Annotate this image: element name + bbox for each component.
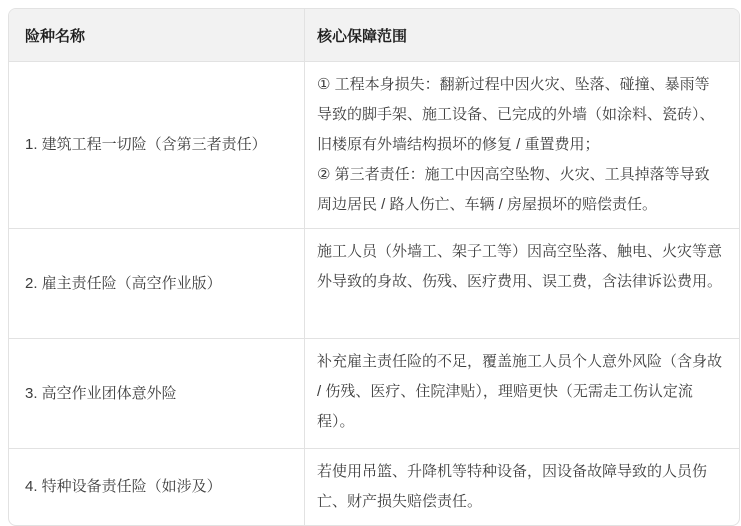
insurance-name-cell: 1. 建筑工程一切险（含第三者责任）: [9, 62, 305, 228]
coverage-cell: [305, 62, 739, 228]
coverage-cell: [305, 449, 739, 525]
coverage-cell: [305, 339, 739, 448]
coverage-cell: [305, 229, 739, 338]
column-header-insurance-name: 险种名称: [9, 9, 305, 61]
coverage-paragraph: 补充雇主责任险的不足，覆盖施工人员个人意外风险（含身故 / 伤残、医疗、住院津贴），理赔更快（无需走工伤认定流程）。: [317, 353, 723, 430]
column-header-coverage: 核心保障范围: [317, 27, 408, 45]
insurance-name-cell: 2. 雇主责任险（高空作业版）: [9, 229, 305, 338]
table-body: [9, 62, 739, 525]
table-row: [9, 228, 739, 338]
insurance-name-cell: 4. 特种设备责任险（如涉及）: [9, 449, 305, 525]
table-header-row: [9, 9, 739, 62]
coverage-paragraph: 施工人员（外墙工、架子工等）因高空坠落、触电、火灾等意外导致的身故、伤残、医疗费用、误工费，含法律诉讼费用。: [317, 243, 723, 290]
table-row: [9, 62, 739, 228]
insurance-table: [8, 8, 740, 526]
table-row: [9, 338, 739, 448]
coverage-paragraph: ① 工程本身损失：翻新过程中因火灾、坠落、碰撞、暴雨等导致的脚手架、施工设备、已完成的外墙（如涂料、瓷砖）、旧楼原有外墙结构损坏的修复 / 重置费用；: [317, 76, 715, 153]
table-row: [9, 448, 739, 525]
coverage-paragraph: 若使用吊篮、升降机等特种设备，因设备故障导致的人员伤亡、财产损失赔偿责任。: [317, 463, 708, 510]
coverage-paragraph: ② 第三者责任：施工中因高空坠物、火灾、工具掉落等导致周边居民 / 路人伤亡、车辆 / 房屋损坏的赔偿责任。: [317, 166, 710, 213]
insurance-name-cell: 3. 高空作业团体意外险: [9, 339, 305, 448]
